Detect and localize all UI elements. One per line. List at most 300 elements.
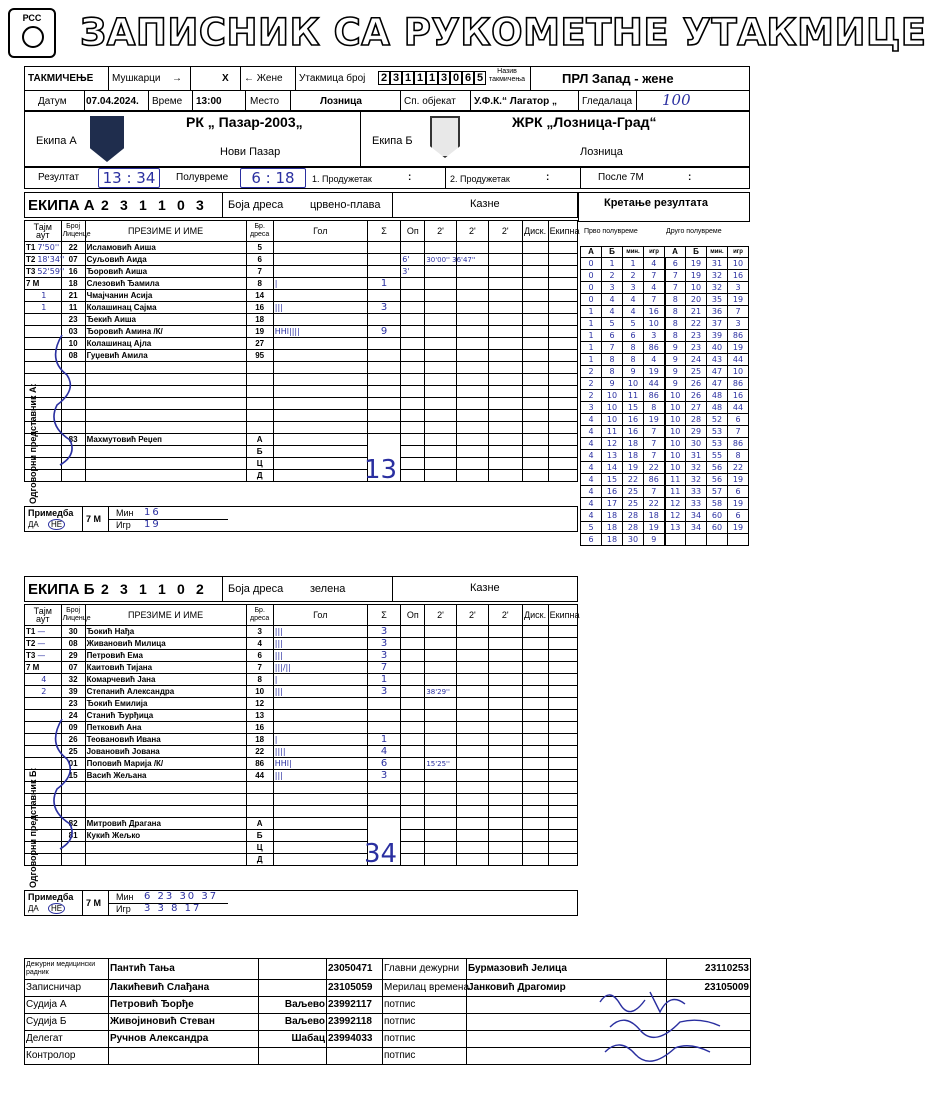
goal-sum <box>367 290 400 302</box>
goal-tally <box>273 290 367 302</box>
score-flow-cell: 0 <box>581 294 602 306</box>
penalty-cell <box>456 398 488 410</box>
column-header-sum: Σ <box>367 605 400 626</box>
score-flow-cell: 2 <box>602 270 623 282</box>
suspension-cell <box>425 626 456 638</box>
score-flow-cell: 4 <box>581 450 602 462</box>
penalty-cell <box>522 794 548 806</box>
warning-cell <box>401 626 425 638</box>
penalty-cell <box>522 458 548 470</box>
penalty-cell <box>489 314 522 326</box>
goal-tally <box>273 374 367 386</box>
goal-tally: ||| <box>273 686 367 698</box>
penalty-cell <box>489 722 522 734</box>
timeout-cell <box>25 290 62 302</box>
column-header-op: Оп <box>401 605 425 626</box>
penalty-cell <box>456 674 488 686</box>
score-flow-cell: 28 <box>686 414 707 426</box>
penalty-cell <box>489 302 522 314</box>
seven-m-label: 7 М <box>86 514 102 524</box>
score-flow-cell: 32 <box>686 462 707 474</box>
goal-tally <box>273 422 367 434</box>
suspension-cell: 15'25'' <box>425 758 456 770</box>
player-name <box>85 794 246 806</box>
penalty-cell <box>456 746 488 758</box>
suspension-cell <box>425 350 456 362</box>
score-flow-title: Кретање резултата <box>604 197 709 209</box>
goal-tally: ||| <box>273 626 367 638</box>
license-number: 25 <box>61 746 85 758</box>
score-flow-cell: 2 <box>623 270 644 282</box>
score-flow-cell: 58 <box>707 498 728 510</box>
score-flow-cell: 2 <box>581 366 602 378</box>
score-flow-row <box>581 402 749 414</box>
score-flow-cell: 4 <box>602 306 623 318</box>
penalty-cell <box>489 458 522 470</box>
official-license <box>61 854 85 866</box>
goal-tally <box>273 818 367 830</box>
table-row <box>25 410 578 422</box>
goal-sum <box>367 338 400 350</box>
suspension-cell <box>425 302 456 314</box>
score-flow-cell: 5 <box>581 522 602 534</box>
player-name: Поповић Марија /К/ <box>85 758 246 770</box>
penalty-cell <box>489 410 522 422</box>
score-flow-row <box>581 522 749 534</box>
penalty-cell <box>522 758 548 770</box>
score-flow-cell: 29 <box>686 426 707 438</box>
suspension-cell <box>425 278 456 290</box>
score-flow-row <box>581 294 749 306</box>
timeout-cell <box>25 698 62 710</box>
license-number: 16 <box>61 266 85 278</box>
official-name: Махмутовић Реџеп <box>85 434 246 446</box>
score-flow-cell: 22 <box>644 498 665 510</box>
penalty-cell <box>548 830 577 842</box>
player-name <box>85 422 246 434</box>
shirt-number: 8 <box>246 674 273 686</box>
remarks-no: НЕ <box>48 903 65 914</box>
goal-tally <box>273 458 367 470</box>
penalty-cell <box>522 626 548 638</box>
score-flow-cell: 7 <box>665 282 686 294</box>
score-flow-cell: 57 <box>707 486 728 498</box>
team-b-city: Лозница <box>580 146 623 158</box>
warning-cell: 3' <box>401 266 425 278</box>
halftime-result: 6 : 18 <box>240 168 306 188</box>
player-name: Комарчевић Јана <box>85 674 246 686</box>
penalty-cell <box>548 242 577 254</box>
penalty-cell <box>522 302 548 314</box>
table-row <box>25 374 578 386</box>
official-name <box>85 446 246 458</box>
divider <box>222 576 223 602</box>
footer-name <box>109 1048 259 1065</box>
warning-cell <box>401 386 425 398</box>
goal-tally <box>273 698 367 710</box>
penalty-cell <box>456 650 488 662</box>
score-flow-cell: 5 <box>623 318 644 330</box>
penalty-cell <box>456 266 488 278</box>
player-name: Ђокић Емилија <box>85 698 246 710</box>
warning-cell: 6' <box>401 254 425 266</box>
penalty-cell <box>456 806 488 818</box>
player-name: Слезовић Ђамила <box>85 278 246 290</box>
penalty-cell <box>522 422 548 434</box>
suspension-cell <box>425 770 456 782</box>
score-flow-cell: 36 <box>707 306 728 318</box>
score-flow-cell: 10 <box>665 426 686 438</box>
penalty-cell <box>548 314 577 326</box>
penalty-cell <box>456 278 488 290</box>
score-flow-cell: 40 <box>707 342 728 354</box>
goal-tally: ||| <box>273 650 367 662</box>
footer-city <box>259 1048 327 1065</box>
goal-sum: 3 <box>367 626 400 638</box>
goal-sum <box>367 266 400 278</box>
score-flow-cell: 11 <box>665 486 686 498</box>
shirt-number <box>246 386 273 398</box>
score-flow-row <box>581 330 749 342</box>
score-flow-cell: 11 <box>602 426 623 438</box>
shirt-color-label: Боја дреса <box>228 199 284 211</box>
penalty-cell <box>489 662 522 674</box>
score-flow-cell: 7 <box>644 270 665 282</box>
overtime2-label: 2. Продужетак <box>450 174 510 184</box>
timeout-value: — <box>37 650 46 660</box>
official-role: Б <box>246 446 273 458</box>
shirt-number: 27 <box>246 338 273 350</box>
penalty-cell <box>401 830 425 842</box>
first-half-label: Прво полувреме <box>584 228 638 235</box>
team-code-digit: 1 <box>158 581 166 597</box>
score-flow-cell: 9 <box>665 342 686 354</box>
license-number: 32 <box>61 674 85 686</box>
warning-cell <box>401 314 425 326</box>
column-header-tajm: Тајм аут <box>25 221 62 242</box>
score-flow-cell: 1 <box>581 306 602 318</box>
table-row <box>25 662 578 674</box>
match-number-digit: 5 <box>474 71 486 85</box>
score-flow-cell: 10 <box>728 258 749 270</box>
shirt-number: 10 <box>246 686 273 698</box>
score-flow-cell: 86 <box>644 474 665 486</box>
penalty-cell <box>489 770 522 782</box>
team-code-digit: 1 <box>139 197 147 213</box>
shirt-number: 22 <box>246 746 273 758</box>
shirt-number: 5 <box>246 242 273 254</box>
footer-city: Ваљево <box>259 997 327 1014</box>
footer-role: Делегат <box>25 1031 109 1048</box>
after7m-value: : <box>688 172 692 183</box>
score-flow-cell: 19 <box>728 342 749 354</box>
suspension-cell <box>425 794 456 806</box>
score-flow-cell: 8 <box>665 318 686 330</box>
footer-city: Ваљево <box>259 1014 327 1031</box>
rss-logo-text: РСС <box>22 13 42 23</box>
penalty-cell <box>522 386 548 398</box>
match-number-label: Утакмица број <box>299 73 366 84</box>
goal-sum <box>367 362 400 374</box>
goal-tally <box>273 806 367 818</box>
table-row <box>25 674 578 686</box>
penalty-cell <box>548 626 577 638</box>
penalty-cell <box>456 734 488 746</box>
penalty-cell <box>401 446 425 458</box>
score-flow-cell: 12 <box>665 498 686 510</box>
warning-cell <box>401 734 425 746</box>
suspension-cell <box>425 422 456 434</box>
overtime2-value: : <box>546 172 550 183</box>
penalty-cell <box>456 446 488 458</box>
score-flow-cell: 8 <box>644 402 665 414</box>
score-flow-cell: 6 <box>665 258 686 270</box>
score-flow-cell: 4 <box>644 282 665 294</box>
score-flow-row <box>581 462 749 474</box>
remarks-label: Примедба <box>28 508 74 518</box>
score-flow-row <box>581 474 749 486</box>
warning-cell <box>401 338 425 350</box>
player-name: Каитовић Тијана <box>85 662 246 674</box>
representative-label: Одговорни представник Б: <box>28 767 38 888</box>
penalty-cell <box>456 794 488 806</box>
penalty-cell <box>548 446 577 458</box>
score-flow-cell: 10 <box>602 402 623 414</box>
penalty-cell <box>456 374 488 386</box>
footer-role: Контролор <box>25 1048 109 1065</box>
score-flow-cell: 2 <box>581 390 602 402</box>
player-name: Петковић Ана <box>85 722 246 734</box>
penalty-cell <box>522 398 548 410</box>
score-flow-cell: 26 <box>686 390 707 402</box>
goal-tally <box>273 722 367 734</box>
shirt-number: 95 <box>246 350 273 362</box>
goal-tally: ||| <box>273 638 367 650</box>
player-name: Васић Жељана <box>85 770 246 782</box>
score-flow-cell: 6 <box>728 486 749 498</box>
penalty-cell <box>489 674 522 686</box>
match-number-digit: 3 <box>438 71 450 85</box>
team-total-goals: 13 <box>364 455 398 486</box>
ball-icon <box>22 26 44 48</box>
footer-city: Шабац <box>259 1031 327 1048</box>
shirt-number: 8 <box>246 278 273 290</box>
official-row <box>25 446 578 458</box>
match-number-digit: 1 <box>402 71 414 85</box>
penalty-cell <box>456 842 488 854</box>
goal-tally: | <box>273 734 367 746</box>
timeout-cell <box>25 242 62 254</box>
team-code-digit: 2 <box>101 581 109 597</box>
suspension-cell <box>425 662 456 674</box>
official-role: Ц <box>246 458 273 470</box>
score-flow-row <box>581 414 749 426</box>
score-flow-cell: 16 <box>728 390 749 402</box>
score-flow-cell: 4 <box>623 294 644 306</box>
shirt-number: 3 <box>246 626 273 638</box>
score-flow-cell: 23 <box>686 342 707 354</box>
official-license: 82 <box>61 818 85 830</box>
penalty-cell <box>489 446 522 458</box>
score-flow-cell: 60 <box>707 510 728 522</box>
match-number-digit: 3 <box>390 71 402 85</box>
penalty-cell <box>489 338 522 350</box>
footer-role2: Мерилац времена <box>383 980 467 997</box>
penalty-cell <box>489 626 522 638</box>
timeout-cell <box>25 626 62 638</box>
score-flow-row <box>581 498 749 510</box>
warning-cell <box>401 770 425 782</box>
shirt-color-value: зелена <box>310 583 346 595</box>
penalty-cell <box>548 854 577 866</box>
penalty-cell <box>522 842 548 854</box>
player-name <box>85 806 246 818</box>
official-role: А <box>246 434 273 446</box>
penalty-cell <box>456 302 488 314</box>
footer-license: 23050471 <box>327 959 383 980</box>
score-flow-cell: 19 <box>728 294 749 306</box>
total-cell <box>367 818 400 830</box>
score-flow-cell: 18 <box>644 510 665 522</box>
timeout-value: 1 <box>41 302 47 312</box>
license-number: 08 <box>61 350 85 362</box>
shirt-number <box>246 410 273 422</box>
score-flow-cell: 19 <box>686 258 707 270</box>
penalty-cell <box>522 710 548 722</box>
player-name: Ђекић Аиша <box>85 314 246 326</box>
penalty-cell <box>548 818 577 830</box>
official-role: Ц <box>246 842 273 854</box>
license-number: 01 <box>61 758 85 770</box>
shirt-number <box>246 794 273 806</box>
takmicenje-label: ТАКМИЧЕЊЕ <box>28 73 94 84</box>
timeout-label: 7 М <box>26 278 40 288</box>
score-flow-cell: 16 <box>623 426 644 438</box>
suspension-cell <box>425 338 456 350</box>
team-b-name: ЖРК „Лозница-Град“ <box>512 114 657 130</box>
score-flow-cell: 52 <box>707 414 728 426</box>
goal-sum <box>367 722 400 734</box>
score-flow-cell: 6 <box>728 414 749 426</box>
penalty-cell <box>425 470 456 482</box>
table-row <box>25 302 578 314</box>
player-name <box>85 362 246 374</box>
official-role: Д <box>246 470 273 482</box>
penalty-cell <box>522 782 548 794</box>
goal-sum: 1 <box>367 734 400 746</box>
penalty-cell <box>489 254 522 266</box>
license-number: 24 <box>61 710 85 722</box>
table-row <box>25 638 578 650</box>
overtime1-label: 1. Продужетак <box>312 174 372 184</box>
shirt-number: 7 <box>246 662 273 674</box>
score-flow-cell: 43 <box>707 354 728 366</box>
score-flow-cell: 8 <box>728 450 749 462</box>
penalty-cell <box>456 422 488 434</box>
goal-sum <box>367 410 400 422</box>
penalty-cell <box>522 854 548 866</box>
score-flow-cell: 9 <box>602 378 623 390</box>
score-flow-col-0: А <box>581 247 602 258</box>
goal-sum <box>367 314 400 326</box>
final-result: 13 : 34 <box>98 168 160 188</box>
score-flow-row <box>581 366 749 378</box>
footer-city <box>259 959 327 980</box>
goal-tally <box>273 854 367 866</box>
column-header-tajm: Тајм аут <box>25 605 62 626</box>
player-name: Станић Ђурђица <box>85 710 246 722</box>
timeout-value: 1 <box>41 290 47 300</box>
score-flow-cell: 23 <box>686 330 707 342</box>
footer-license <box>327 1048 383 1065</box>
goal-sum <box>367 386 400 398</box>
representative-signature <box>42 714 82 854</box>
page-title: ЗАПИСНИК СА РУКОМЕТНЕ УТАКМИЦЕ <box>80 11 927 54</box>
score-flow-cell: 19 <box>644 366 665 378</box>
overtime1-value: : <box>408 172 412 183</box>
table-row <box>25 782 578 794</box>
score-flow-row <box>581 426 749 438</box>
score-flow-cell: 19 <box>623 462 644 474</box>
result-label: Резултат <box>38 172 80 183</box>
penalty-cell <box>425 434 456 446</box>
footer-role2: Главни дежурни <box>383 959 467 980</box>
goal-sum <box>367 374 400 386</box>
penalty-cell <box>456 854 488 866</box>
place-value: Лозница <box>320 96 362 107</box>
column-header-m2c: 2' <box>489 221 522 242</box>
penalty-cell <box>548 386 577 398</box>
penalty-cell <box>522 698 548 710</box>
official-row <box>25 830 578 842</box>
spectators-value: 100 <box>662 91 691 109</box>
score-flow-cell: 86 <box>728 330 749 342</box>
goal-sum: 1 <box>367 278 400 290</box>
license-number: 18 <box>61 278 85 290</box>
remarks-yes: ДА <box>28 904 39 913</box>
score-flow-cell: 19 <box>728 474 749 486</box>
penalty-cell <box>522 638 548 650</box>
table-row <box>25 710 578 722</box>
score-flow-cell: 22 <box>686 318 707 330</box>
penalty-cell <box>456 722 488 734</box>
goal-tally: |||/|| <box>273 662 367 674</box>
official-name <box>85 842 246 854</box>
penalty-cell <box>522 434 548 446</box>
official-row <box>25 434 578 446</box>
score-flow-cell: 6 <box>728 510 749 522</box>
after7m-label: После 7М <box>598 172 644 183</box>
divider <box>108 519 228 520</box>
timeout-value: — <box>37 626 46 636</box>
score-flow-cell: 22 <box>728 462 749 474</box>
timeout-cell <box>25 638 62 650</box>
player-name <box>85 374 246 386</box>
penalty-cell <box>489 242 522 254</box>
score-flow-cell: 56 <box>707 462 728 474</box>
score-flow-row <box>581 438 749 450</box>
license-number: 07 <box>61 254 85 266</box>
footer-role: Судија А <box>25 997 109 1014</box>
suspension-cell <box>425 734 456 746</box>
shirt-number <box>246 782 273 794</box>
penalty-cell <box>548 794 577 806</box>
penalty-cell <box>489 350 522 362</box>
penalty-cell <box>401 854 425 866</box>
table-row <box>25 794 578 806</box>
score-flow-cell: 8 <box>623 354 644 366</box>
score-flow-cell: 86 <box>728 438 749 450</box>
